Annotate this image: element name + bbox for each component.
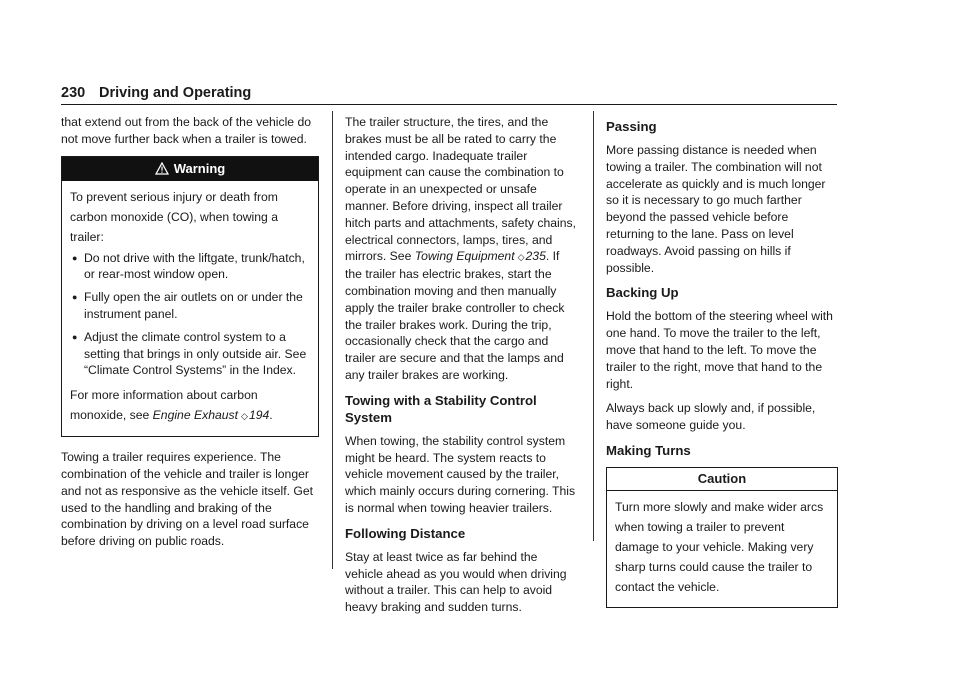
column-divider-2 — [593, 111, 594, 541]
caution-text: Turn more slowly and make wider arcs when towing a trailer to prevent damage to your vehicle. Making very sharp turns could cause the trailer to contact the vehicle. — [615, 499, 824, 594]
page-reference-arrow-icon: ◇ — [241, 411, 248, 422]
page-number: 230 — [61, 85, 86, 101]
warning-box — [61, 156, 319, 438]
warning-list-item — [70, 289, 308, 323]
column-2 — [345, 114, 577, 624]
warning-body — [62, 181, 318, 437]
warning-list-item-text: Do not drive with the liftgate, trunk/hatch, or rear-most window open. — [84, 250, 305, 282]
caution-title: Caution — [607, 468, 837, 491]
caution-body — [607, 491, 837, 607]
paragraph-passing: More passing distance is needed when towing a trailer. The combination will not accelerate as quickly and is much longer so it is necessary to go much farther beyond the passed vehicle before returning to the lane. Pass on level roadways. Avoid passing on hills if possible. — [606, 143, 826, 275]
column-3 — [606, 114, 838, 620]
warning-title: Warning — [173, 160, 226, 176]
heading-following-distance: Following Distance — [345, 525, 466, 541]
bullet-icon: ● — [72, 252, 78, 263]
paragraph-backing-up-1: Hold the bottom of the steering wheel with one hand. To move the trailer to the left, move that hand to the left. To move the trailer to the right, move that hand to the right. — [606, 309, 833, 391]
warning-list-item — [70, 329, 308, 379]
warning-list-item-text: Adjust the climate control system to a setting that brings in only outside air. See “Climate Control Systems” in the Index. — [84, 329, 307, 378]
paragraph-trailer-structure — [345, 114, 577, 384]
warning-triangle-icon — [155, 159, 169, 183]
heading-passing: Passing — [606, 119, 657, 134]
paragraph-towing-experience: Towing a trailer requires experience. The combination of the vehicle and trailer is longer and not as responsive as the vehicle itself. Get used to the handling and braking of the combination by driving on a level road surface before driving on public roads. — [61, 450, 314, 549]
column-1 — [61, 114, 319, 558]
heading-making-turns: Making Turns — [606, 442, 691, 458]
caution-box — [606, 467, 838, 608]
warning-header — [62, 157, 318, 181]
warning-more-info — [70, 385, 308, 426]
column-divider-1 — [332, 111, 333, 569]
paragraph-exhaust-continued: that extend out from the back of the vehicle do not move further back when a trailer is towed. — [61, 115, 311, 146]
more-info-suffix: . — [269, 408, 273, 423]
heading-stability-control: Towing with a Stability Control System — [345, 392, 537, 425]
paragraph-backing-up-2: Always back up slowly and, if possible, have someone guide you. — [606, 401, 816, 433]
trailer-structure-text-continued: . If the trailer has electric brakes, start the combination moving and then manually apply the trailer brake controller to check the trailer brakes work. During the trip, occasionally check that the cargo and trailer are secure and that the lamps and any trailer brakes are working. — [345, 249, 565, 382]
page-header — [61, 84, 837, 105]
engine-exhaust-link[interactable]: Engine Exhaust — [152, 408, 239, 423]
warning-list-item-text: Fully open the air outlets on or under the instrument panel. — [84, 290, 303, 321]
more-info-prefix: For more information about carbon monoxide, see — [70, 388, 258, 423]
warning-list — [70, 250, 308, 380]
bullet-icon: ● — [72, 292, 78, 303]
bullet-icon: ● — [72, 331, 78, 342]
heading-backing-up: Backing Up — [606, 285, 679, 301]
towing-equipment-page[interactable]: 235 — [525, 249, 546, 264]
paragraph-following-distance: Stay at least twice as far behind the vehicle ahead as you would when driving without a trailer. This can help to avoid heavy braking and sudden turns. — [345, 549, 567, 615]
warning-intro: To prevent serious injury or death from carbon monoxide (CO), when towing a trailer: — [70, 189, 278, 244]
paragraph-stability-control: When towing, the stability control system might be heard. The system reacts to vehicle movement caused by the trailer, which mainly occurs during cornering. This is normal when towing heavier trailers. — [345, 433, 576, 515]
warning-list-item — [70, 250, 308, 284]
section-title: Driving and Operating — [99, 85, 252, 101]
engine-exhaust-page[interactable]: 194 — [248, 408, 270, 423]
towing-equipment-link[interactable]: Towing Equipment — [414, 249, 515, 264]
page-reference-arrow-icon: ◇ — [517, 252, 525, 263]
trailer-structure-text: The trailer structure, the tires, and the brakes must be all be rated to carry the intended cargo. Inadequate trailer equipment can cause the combination to operate in an unexpected or unsafe manner. Before driving, inspect all trailer hitch parts and attachments, safety chains, electrical connectors, lamps, tires, and mirrors. See — [345, 115, 577, 264]
